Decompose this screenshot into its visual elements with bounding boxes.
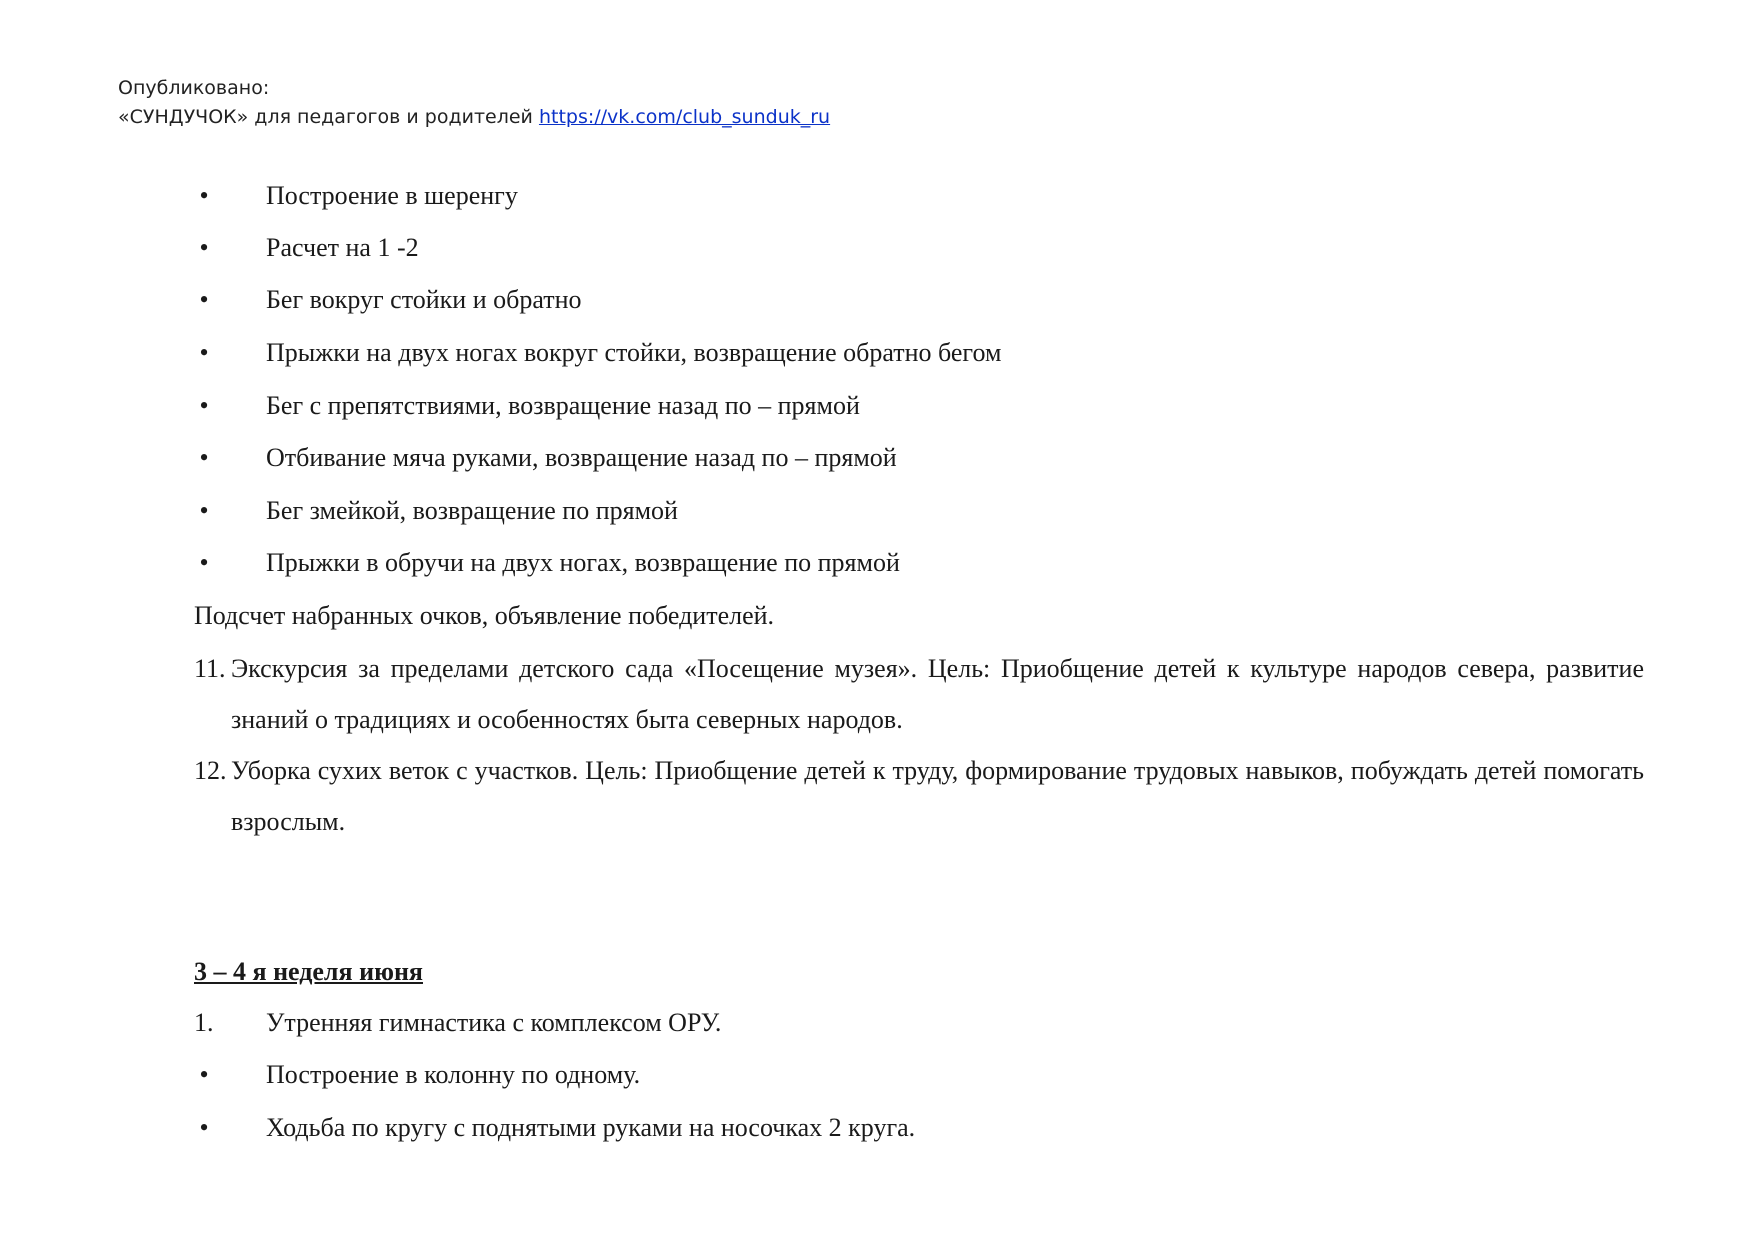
list-item-text: Прыжки на двух ногах вокруг стойки, возвращение обратно бегом (266, 338, 1002, 367)
source-text: «СУНДУЧОК» для педагогов и родителей (118, 106, 533, 128)
numbered-item-12 (194, 745, 1644, 847)
bullet-icon: • (199, 1113, 209, 1142)
section-heading: 3 – 4 я неделя июня (194, 957, 423, 986)
item-number: 11. (194, 654, 226, 683)
publication-header (118, 74, 830, 132)
bullet-icon: • (199, 285, 209, 314)
bullet-icon: • (199, 233, 209, 262)
bullet-icon: • (199, 548, 209, 577)
published-label: Опубликовано: (118, 77, 270, 99)
bullet-icon: • (199, 181, 209, 210)
list-item-text: Расчет на 1 -2 (266, 233, 419, 262)
item-number: 12. (194, 756, 227, 785)
list-item-text: Ходьба по кругу с поднятыми руками на носочках 2 круга. (266, 1113, 916, 1142)
list-item-text: Построение в шеренгу (266, 181, 518, 210)
list-item-text: Построение в колонну по одному. (266, 1060, 641, 1089)
bullet-icon: • (199, 443, 209, 472)
bullet-icon: • (199, 496, 209, 525)
item-text: Уборка сухих веток с участков. Цель: Приобщение детей к труду, формирование трудовых навыков, побуждать детей помогать взрослым. (231, 756, 1644, 836)
source-link[interactable]: https://vk.com/club_sunduk_ru (538, 106, 831, 128)
list-item-text: Бег змейкой, возвращение по прямой (266, 496, 678, 525)
bullet-icon: • (199, 338, 209, 367)
summary-line: Подсчет набранных очков, объявление победителей. (194, 601, 775, 630)
numbered-item-11 (194, 643, 1644, 745)
list-item-text: Бег с препятствиями, возвращение назад по – прямой (266, 391, 860, 420)
list-item-text: Отбивание мяча руками, возвращение назад по – прямой (266, 443, 897, 472)
item-text: Утренняя гимнастика с комплексом ОРУ. (266, 1008, 722, 1037)
source-line (118, 103, 830, 132)
item-text: Экскурсия за пределами детского сада «Посещение музея». Цель: Приобщение детей к культуре народов севера, развитие знаний о традициях и особенностях быта северных народов. (231, 654, 1644, 734)
item-number: 1. (194, 1008, 214, 1037)
list-item-text: Бег вокруг стойки и обратно (266, 285, 582, 314)
bullet-icon: • (199, 391, 209, 420)
bullet-icon: • (199, 1060, 209, 1089)
list-item-text: Прыжки в обручи на двух ногах, возвращение по прямой (266, 548, 900, 577)
